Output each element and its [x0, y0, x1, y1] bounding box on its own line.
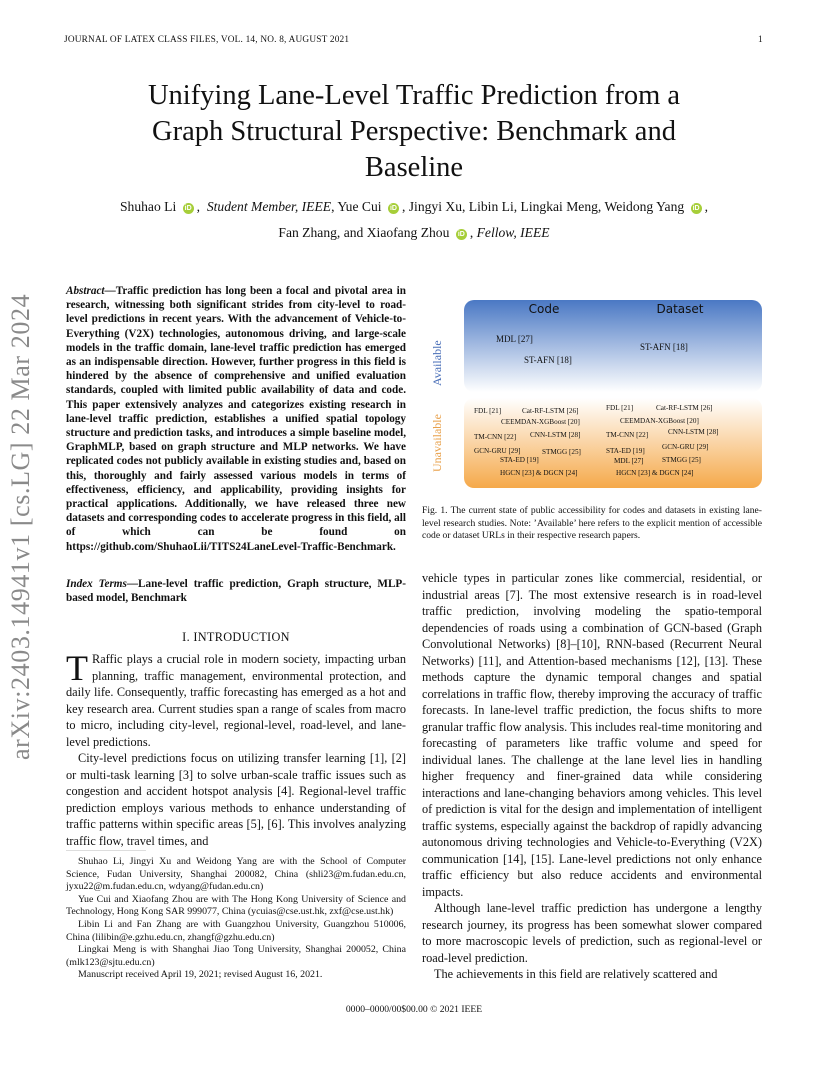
- footnote: Yue Cui and Xiaofang Zhou are with The Hong Kong University of Science and Technology, Hong Kong SAR 999077, China (ycuias@cse.ust.hk, zxf@cse.ust.hk): [66, 893, 406, 918]
- figure-item: GCN-GRU [29]: [474, 447, 521, 455]
- title-line-2: Graph Structural Perspective: Benchmark and: [152, 116, 676, 147]
- index-terms: [66, 577, 406, 605]
- orcid-icon[interactable]: iD: [389, 205, 397, 212]
- paper-title: [90, 78, 738, 186]
- intro-body: [66, 648, 406, 849]
- footnote-divider: [66, 850, 146, 851]
- section-heading: I. INTRODUCTION: [182, 630, 290, 644]
- title-line-1: Unifying Lane-Level Traffic Prediction from a: [147, 80, 681, 111]
- running-header: JOURNAL OF LATEX CLASS FILES, VOL. 14, NO. 8, AUGUST 2021: [64, 35, 350, 45]
- author-list: Shuhao Li iD , Student Member, IEEE, Yue Cui iD , Jingyi Xu, Libin Li, Lingkai Meng, Weidong Yang iD ,: [119, 199, 708, 214]
- figure-item: STMGG [25]: [662, 456, 701, 464]
- figure-item: STMGG [25]: [542, 448, 581, 456]
- abstract-label: Abstract: [66, 285, 105, 297]
- orcid-icon[interactable]: iD: [457, 231, 465, 238]
- figure-item: Cat-RF-LSTM [26]: [656, 404, 713, 412]
- abstract: [66, 284, 406, 554]
- author-names: Jingyi Xu, Libin Li, Lingkai Meng, Weidong Yang: [408, 199, 685, 214]
- figure-item: TM-CNN [22]: [474, 433, 517, 441]
- right-column-body: [422, 570, 762, 983]
- orcid-icon[interactable]: iD: [692, 205, 700, 212]
- figure-item: CEEMDAN-XGBoost [20]: [620, 417, 699, 425]
- title-line-3: Baseline: [364, 152, 464, 183]
- footnote: Lingkai Meng is with Shanghai Jiao Tong University, Shanghai 200052, China (mlk123@sjtu.edu.cn): [66, 944, 406, 968]
- figure-item: CNN-LSTM [28]: [530, 431, 581, 439]
- figure-item: FDL [21]: [474, 407, 502, 415]
- paragraph: City-level predictions focus on utilizing transfer learning [1], [2] or multi-task learning [3] to solve urban-scale traffic issues such as congestion and accident hotspot analysis [4]. Regional-level traffic prediction employs various methods to enhance understanding of traffic patterns within specific areas [5], [6]. This involves analyzing traffic flow, travel times, and: [66, 751, 406, 848]
- figure-item: GCN-GRU [29]: [662, 443, 709, 451]
- row-label-unavailable: Unavailable: [430, 414, 444, 472]
- author-role: Fellow, IEEE: [476, 225, 550, 240]
- author-role: Student Member, IEEE: [206, 199, 332, 214]
- figure-item: HGCN [23] & DGCN [24]: [500, 469, 578, 477]
- figure-item: TM-CNN [22]: [606, 431, 649, 439]
- footnote: Manuscript received April 19, 2021; revised August 16, 2021.: [78, 969, 323, 981]
- column-header-code: Code: [528, 302, 560, 316]
- paragraph: Although lane-level traffic prediction has undergone a lengthy research journey, its progress has been somewhat slower compared to more macroscopic levels of prediction, such as regional-level or road-level prediction.: [422, 901, 762, 965]
- drop-cap: T: [66, 648, 88, 688]
- orcid-icon[interactable]: iD: [184, 205, 192, 212]
- figure-1: [430, 296, 770, 492]
- author-list-line-2: Fan Zhang, and Xiaofang Zhou iD , Fellow, IEEE: [278, 225, 550, 240]
- author-name: Yue Cui: [337, 199, 382, 214]
- figure-item: HGCN [23] & DGCN [24]: [616, 469, 694, 477]
- figure-item: FDL [21]: [606, 404, 634, 412]
- author-name: Shuhao Li: [119, 199, 177, 214]
- figure-caption: Fig. 1. The current state of public accessibility for codes and datasets in existing lane-level research studies. Note: ’Available’ here refers to the explicit mention of accessible code or dataset URLs in their respective research papers.: [422, 505, 762, 542]
- copyright-footer: 0000–0000/00$00.00 © 2021 IEEE: [345, 1004, 483, 1015]
- figure-item: STA-ED [19]: [606, 447, 645, 455]
- figure-item: ST-AFN [18]: [524, 355, 572, 365]
- page-number: 1: [758, 35, 763, 45]
- index-terms-label: Index Terms: [66, 578, 127, 590]
- paragraph: Raffic plays a crucial role in modern society, impacting urban planning, traffic management, environmental protection, and daily life. Consequently, traffic forecasting has emerged as a hot and key research area. Current studies span a range of scales from macro to micro, including city-level, regional-level, road-level, and lane-level predictions.: [66, 652, 406, 749]
- arxiv-stamp: arXiv:2403.14941v1 [cs.LG] 22 Mar 2024: [6, 293, 35, 760]
- footnote: Libin Li and Fan Zhang are with Guangzhou University, Guangzhou 510006, China (lilibin@e.gzhu.edu.cn, zhangf@gzhu.edu.cn): [66, 918, 406, 943]
- figure-item: CNN-LSTM [28]: [668, 428, 719, 436]
- figure-item: Cat-RF-LSTM [26]: [522, 407, 579, 415]
- paragraph: vehicle types in particular zones like commercial, residential, or industrial areas [7]. The most extensive research is in road-level traffic prediction, involving modeling the spatio-temporal dependencies of roads using a combination of GCN-based (Graph Convolutional Networks) [8]–[10], RNN-based (Recurrent Neural Networks) [11], and Attention-based mechanisms [12], [13]. These methods capture the dynamic temporal changes and spatial correlations in traffic flow, thereby improving the accuracy of traffic forecasts. In lane-level traffic prediction, the focus shifts to more granular traffic flow analysis. This includes real-time monitoring and forecasting of parameters like traffic volume and speed for individual lanes. The challenge at the lane level lies in handling higher frequency and finer-grained data while considering interactions and lane-changing behaviors among vehicles. This level of prediction is vital for the design and implementation of intelligent traffic systems, especially against the backdrop of rapidly advancing autonomous driving technologies and Vehicle-to-Everything (V2X) communication [14], [15]. Lane-level predictions not only enhance traffic efficiency but also reduce accidents and environmental impacts.: [422, 571, 763, 899]
- figure-item: ST-AFN [18]: [640, 342, 688, 352]
- abstract-text: —Traffic prediction has long been a focal and pivotal area in research, witnessing both significant strides from city-level to road-level predictions in recent years. With the advancement of Vehicle-to-Everything (V2X) technologies, autonomous driving, and large-scale models in the traffic domain, lane-level traffic prediction has emerged as an indispensable direction. However, further progress in this field is hindered by the absence of comprehensive and unified evaluation standards, coupled with limited public availability of data and code. This paper extensively analyzes and categorizes existing research in lane-level traffic prediction, establishes a unified spatial topology structure and prediction tasks, and introduces a simple baseline model, GraphMLP, based on graph structure and MLP networks. We have replicated codes not publicly available in existing studies and, based on this, thoroughly and fairly assessed various models in terms of effectiveness, efficiency, and applicability, providing insights for practical applications. Additionally, we have released three new datasets and corresponding codes to accelerate progress in this field, all of which can be found on https://github.com/ShuhaoLii/TITS24LaneLevel-Traffic-Benchmark.: [66, 285, 406, 553]
- column-header-dataset: Dataset: [656, 302, 704, 316]
- figure-item: MDL [27]: [614, 457, 644, 465]
- index-terms-text: —Lane-level traffic prediction, Graph structure, MLP-based model, Benchmark: [66, 578, 406, 605]
- figure-item: MDL [27]: [496, 334, 533, 344]
- footnote: Shuhao Li, Jingyi Xu and Weidong Yang are with the School of Computer Science, Fudan University, Shanghai 200082, China (shli23@m.fudan.edu.cn, jyxu22@m.fudan.edu.cn, wdyang@fudan.edu.cn): [66, 856, 406, 893]
- footnotes: [66, 856, 406, 982]
- paragraph: The achievements in this field are relatively scattered and: [434, 967, 718, 981]
- author-names: Fan Zhang, and Xiaofang Zhou: [278, 225, 450, 240]
- row-label-available: Available: [430, 340, 444, 386]
- figure-item: CEEMDAN-XGBoost [20]: [501, 418, 580, 426]
- figure-item: STA-ED [19]: [500, 456, 539, 464]
